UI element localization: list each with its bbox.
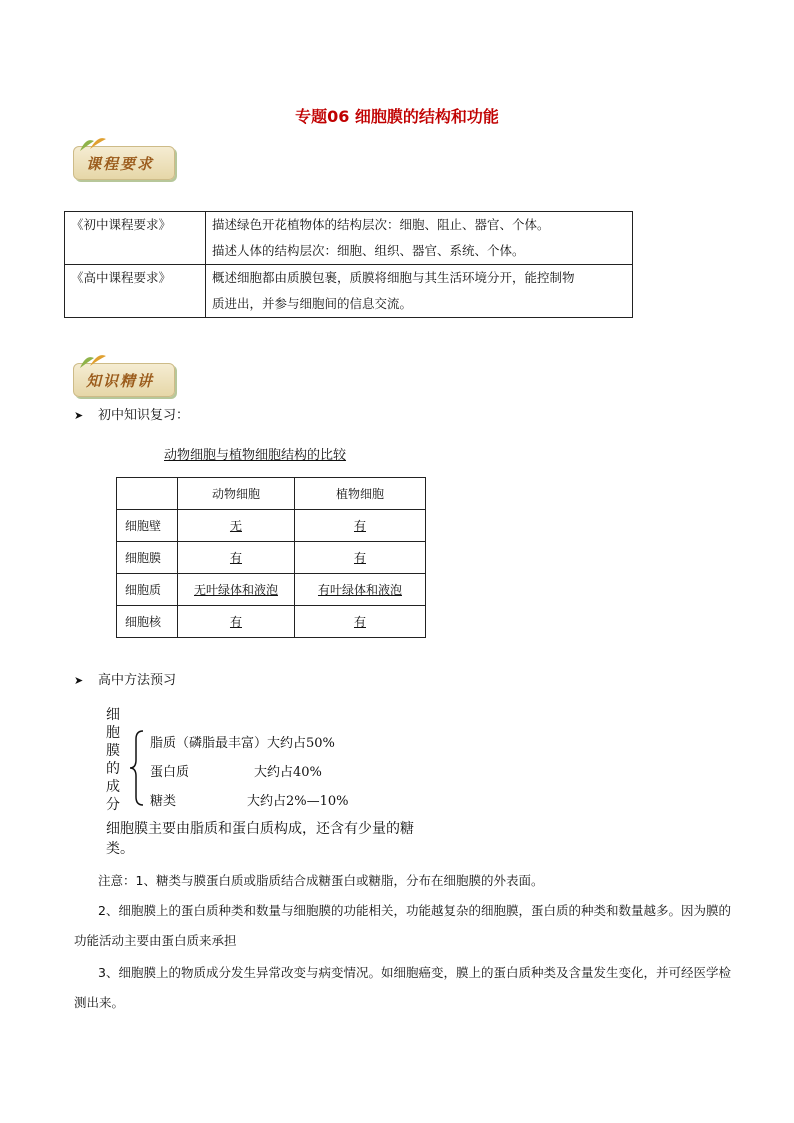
requirement-content: 描述绿色开花植物体的结构层次：细胞、阻止、器官、个体。 描述人体的结构层次：细胞、组织、器官、系统、个体。 <box>206 212 633 265</box>
composition-item: 脂质（磷脂最丰富）大约占50% <box>150 736 335 751</box>
composition-vertical-label: 细 胞 膜 的 成 分 <box>106 707 120 813</box>
requirements-table <box>64 211 633 318</box>
note-2: 2、细胞膜上的蛋白质种类和数量与细胞膜的功能相关，功能越复杂的细胞膜，蛋白质的种类和数量越多。因为膜的功能活动主要由蛋白质来承担 <box>74 903 731 948</box>
knowledge-badge: 知识精讲 <box>73 363 175 397</box>
page-title: 专题06 细胞膜的结构和功能 <box>295 107 499 126</box>
table-header-row: 动物细胞 植物细胞 <box>117 478 426 510</box>
table-row: 细胞核 有 有 <box>117 606 426 638</box>
note-1: 注意：1、糖类与膜蛋白质或脂质结合成糖蛋白或糖脂，分布在细胞膜的外表面。 <box>98 873 544 888</box>
table-row: 细胞质 无叶绿体和液泡 有叶绿体和液泡 <box>117 574 426 606</box>
table-row: 细胞膜 有 有 <box>117 542 426 574</box>
senior-preview-heading: ➤ 高中方法预习 <box>74 673 177 688</box>
leaf-icon <box>78 352 108 370</box>
leaf-icon <box>78 135 108 153</box>
table-row <box>65 265 633 318</box>
comparison-table <box>116 477 426 638</box>
requirement-content: 概述细胞都由质膜包裹，质膜将细胞与其生活环境分开，能控制物 质进出，并参与细胞间的信息交流。 <box>206 265 633 318</box>
brace-icon <box>127 729 147 807</box>
table-row <box>65 212 633 265</box>
table-row: 细胞壁 无 有 <box>117 510 426 542</box>
arrow-bullet-icon: ➤ <box>74 409 84 422</box>
arrow-bullet-icon: ➤ <box>74 674 84 687</box>
junior-review-heading: ➤ 初中知识复习： <box>74 408 190 423</box>
composition-summary: 细胞膜主要由脂质和蛋白质构成，还含有少量的糖类。 <box>106 821 414 857</box>
requirement-label: 《高中课程要求》 <box>65 265 206 318</box>
composition-value: 大约占40% <box>254 765 322 780</box>
composition-item: 糖类 <box>150 794 177 809</box>
composition-value: 大约占2%—10% <box>247 794 349 809</box>
composition-item: 蛋白质 <box>150 765 190 780</box>
comparison-caption: 动物细胞与植物细胞结构的比较 <box>164 448 347 463</box>
note-3: 3、细胞膜上的物质成分发生异常改变与病变情况。如细胞癌变，膜上的蛋白质种类及含量发生变化，并可经医学检测出来。 <box>74 965 731 1010</box>
requirement-label: 《初中课程要求》 <box>65 212 206 265</box>
course-requirements-badge: 课程要求 <box>73 146 175 180</box>
